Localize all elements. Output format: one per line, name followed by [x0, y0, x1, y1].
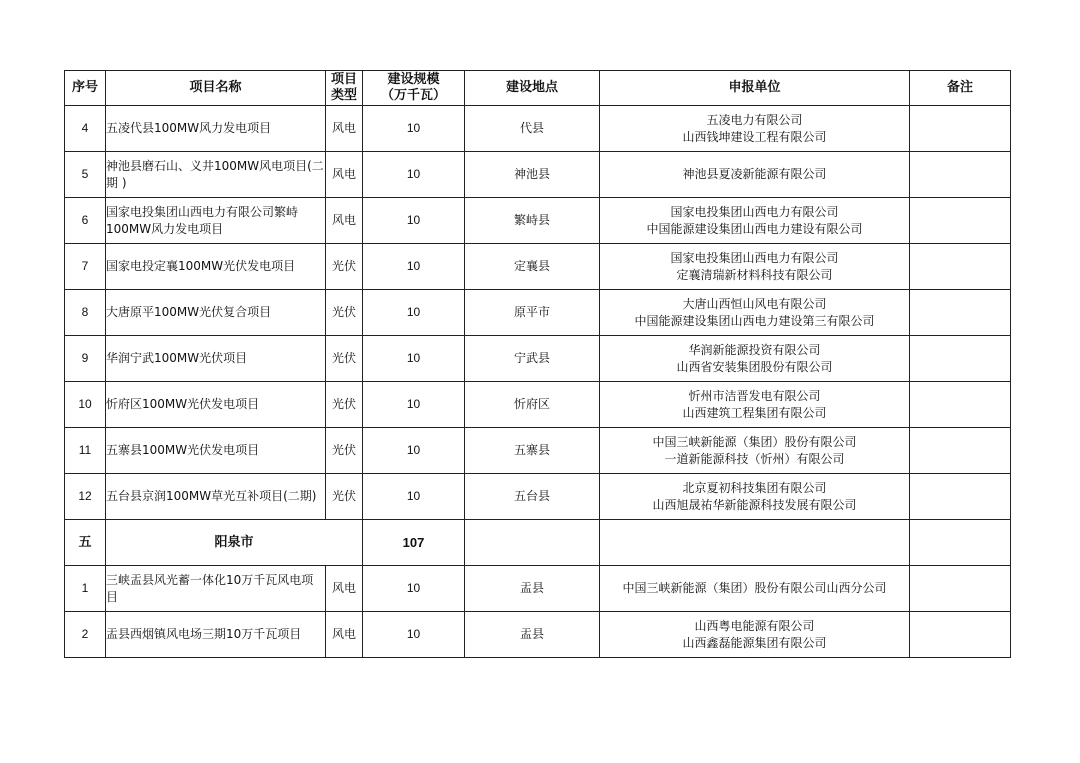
- section-body: [65, 520, 1011, 566]
- header-remark: 备注: [910, 71, 1011, 106]
- header-location: 建设地点: [465, 71, 600, 106]
- cell-remark: [910, 198, 1011, 244]
- cell-unit: [600, 336, 910, 382]
- cell-seq: 7: [65, 244, 106, 290]
- cell-name: 忻府区100MW光伏发电项目: [106, 382, 326, 428]
- unit-line: 国家电投集团山西电力有限公司: [670, 250, 839, 265]
- unit-line: 神池县夏凌新能源有限公司: [682, 167, 827, 181]
- cell-type: 风电: [326, 566, 363, 612]
- cell-unit: [600, 474, 910, 520]
- unit-line: 大唐山西恒山风电有限公司: [682, 296, 827, 311]
- unit-line: 一道新能源科技（忻州）有限公司: [664, 451, 845, 466]
- unit-line: 五凌电力有限公司: [706, 112, 803, 127]
- unit-line: 北京夏初科技集团有限公司: [682, 480, 827, 495]
- unit-line: 定襄清瑞新材料科技有限公司: [676, 267, 833, 282]
- section-scale: 107: [363, 520, 465, 566]
- cell-seq: 9: [65, 336, 106, 382]
- cell-seq: 12: [65, 474, 106, 520]
- table-body-b: [65, 566, 1011, 658]
- cell-unit: [600, 566, 910, 612]
- table-row: [65, 566, 1011, 612]
- unit-line: 国家电投集团山西电力有限公司: [670, 204, 839, 219]
- cell-name: 五寨县100MW光伏发电项目: [106, 428, 326, 474]
- cell-name: 五凌代县100MW风力发电项目: [106, 106, 326, 152]
- cell-scale: 10: [363, 152, 465, 198]
- cell-unit: [600, 428, 910, 474]
- table-row: [65, 244, 1011, 290]
- cell-name: 盂县西烟镇风电场三期10万千瓦项目: [106, 612, 326, 658]
- cell-remark: [910, 152, 1011, 198]
- cell-unit: [600, 198, 910, 244]
- header-type-line1: 项目: [330, 72, 357, 87]
- cell-remark: [910, 566, 1011, 612]
- header-type-line2: 类型: [330, 88, 357, 103]
- cell-name: 三峡盂县风光蓄一体化10万千瓦风电项目: [106, 566, 326, 612]
- cell-location: 繁峙县: [465, 198, 600, 244]
- cell-scale: 10: [363, 428, 465, 474]
- cell-scale: 10: [363, 290, 465, 336]
- cell-location: 原平市: [465, 290, 600, 336]
- table-row: [65, 336, 1011, 382]
- cell-type: 风电: [326, 152, 363, 198]
- table-row: [65, 382, 1011, 428]
- cell-location: 盂县: [465, 612, 600, 658]
- cell-scale: 10: [363, 382, 465, 428]
- project-table: [64, 70, 1011, 658]
- unit-line: 中国三峡新能源（集团）股份有限公司山西分公司: [622, 581, 887, 595]
- header-scale-line1: 建设规模: [387, 72, 440, 87]
- cell-type: 风电: [326, 612, 363, 658]
- cell-seq: 2: [65, 612, 106, 658]
- cell-type: 光伏: [326, 382, 363, 428]
- cell-name: 五台县京润100MW草光互补项目(二期): [106, 474, 326, 520]
- cell-name: 神池县磨石山、义井100MW风电项目(二期 ): [106, 152, 326, 198]
- header-seq: 序号: [65, 71, 106, 106]
- header-type: [326, 71, 363, 106]
- cell-seq: 1: [65, 566, 106, 612]
- cell-location: 宁武县: [465, 336, 600, 382]
- header-scale-line2: （万千瓦）: [380, 88, 446, 103]
- cell-name: 国家电投集团山西电力有限公司繁峙100MW风力发电项目: [106, 198, 326, 244]
- unit-line: 中国能源建设集团山西电力建设第三有限公司: [634, 313, 875, 328]
- cell-location: 定襄县: [465, 244, 600, 290]
- unit-line: 忻州市洁晋发电有限公司: [688, 388, 821, 403]
- cell-remark: [910, 428, 1011, 474]
- cell-seq: 6: [65, 198, 106, 244]
- cell-location: 五台县: [465, 474, 600, 520]
- cell-type: 光伏: [326, 244, 363, 290]
- cell-type: 光伏: [326, 336, 363, 382]
- cell-unit: [600, 152, 910, 198]
- cell-seq: 11: [65, 428, 106, 474]
- header-scale: [363, 71, 465, 106]
- section-name: 阳泉市: [106, 520, 363, 566]
- header-row: [65, 71, 1011, 106]
- cell-type: 风电: [326, 106, 363, 152]
- table-body-a: [65, 106, 1011, 520]
- unit-line: 中国能源建设集团山西电力建设有限公司: [646, 221, 863, 236]
- cell-seq: 4: [65, 106, 106, 152]
- section-location: [465, 520, 600, 566]
- header-name: 项目名称: [106, 71, 326, 106]
- unit-line: 华润新能源投资有限公司: [688, 342, 821, 357]
- cell-location: 忻府区: [465, 382, 600, 428]
- unit-line: 山西旭晟祐华新能源科技发展有限公司: [652, 497, 857, 512]
- cell-scale: 10: [363, 566, 465, 612]
- cell-remark: [910, 612, 1011, 658]
- section-remark: [910, 520, 1011, 566]
- cell-scale: 10: [363, 474, 465, 520]
- cell-seq: 5: [65, 152, 106, 198]
- cell-remark: [910, 244, 1011, 290]
- cell-remark: [910, 336, 1011, 382]
- cell-unit: [600, 106, 910, 152]
- table-row: [65, 428, 1011, 474]
- unit-line: 山西建筑工程集团有限公司: [682, 405, 827, 420]
- table-row: [65, 152, 1011, 198]
- cell-location: 代县: [465, 106, 600, 152]
- cell-scale: 10: [363, 198, 465, 244]
- section-unit: [600, 520, 910, 566]
- cell-scale: 10: [363, 244, 465, 290]
- cell-scale: 10: [363, 106, 465, 152]
- unit-line: 山西钱坤建设工程有限公司: [682, 129, 827, 144]
- cell-location: 盂县: [465, 566, 600, 612]
- unit-line: 山西省安装集团股份有限公司: [676, 359, 833, 374]
- cell-scale: 10: [363, 612, 465, 658]
- cell-unit: [600, 244, 910, 290]
- cell-remark: [910, 106, 1011, 152]
- cell-name: 大唐原平100MW光伏复合项目: [106, 290, 326, 336]
- header-unit: 申报单位: [600, 71, 910, 106]
- cell-name: 国家电投定襄100MW光伏发电项目: [106, 244, 326, 290]
- table-row: [65, 612, 1011, 658]
- table-row: [65, 290, 1011, 336]
- cell-unit: [600, 612, 910, 658]
- cell-unit: [600, 382, 910, 428]
- cell-name: 华润宁武100MW光伏项目: [106, 336, 326, 382]
- cell-seq: 8: [65, 290, 106, 336]
- table-row: [65, 474, 1011, 520]
- cell-unit: [600, 290, 910, 336]
- cell-type: 风电: [326, 198, 363, 244]
- cell-remark: [910, 382, 1011, 428]
- section-row: [65, 520, 1011, 566]
- cell-remark: [910, 290, 1011, 336]
- cell-type: 光伏: [326, 290, 363, 336]
- cell-seq: 10: [65, 382, 106, 428]
- cell-type: 光伏: [326, 428, 363, 474]
- table-row: [65, 106, 1011, 152]
- cell-remark: [910, 474, 1011, 520]
- unit-line: 山西鑫磊能源集团有限公司: [682, 635, 827, 650]
- unit-line: 山西粤电能源有限公司: [694, 618, 815, 633]
- table-row: [65, 198, 1011, 244]
- cell-location: 五寨县: [465, 428, 600, 474]
- section-seq: 五: [65, 520, 106, 566]
- cell-scale: 10: [363, 336, 465, 382]
- unit-line: 中国三峡新能源（集团）股份有限公司: [652, 434, 857, 449]
- cell-location: 神池县: [465, 152, 600, 198]
- cell-type: 光伏: [326, 474, 363, 520]
